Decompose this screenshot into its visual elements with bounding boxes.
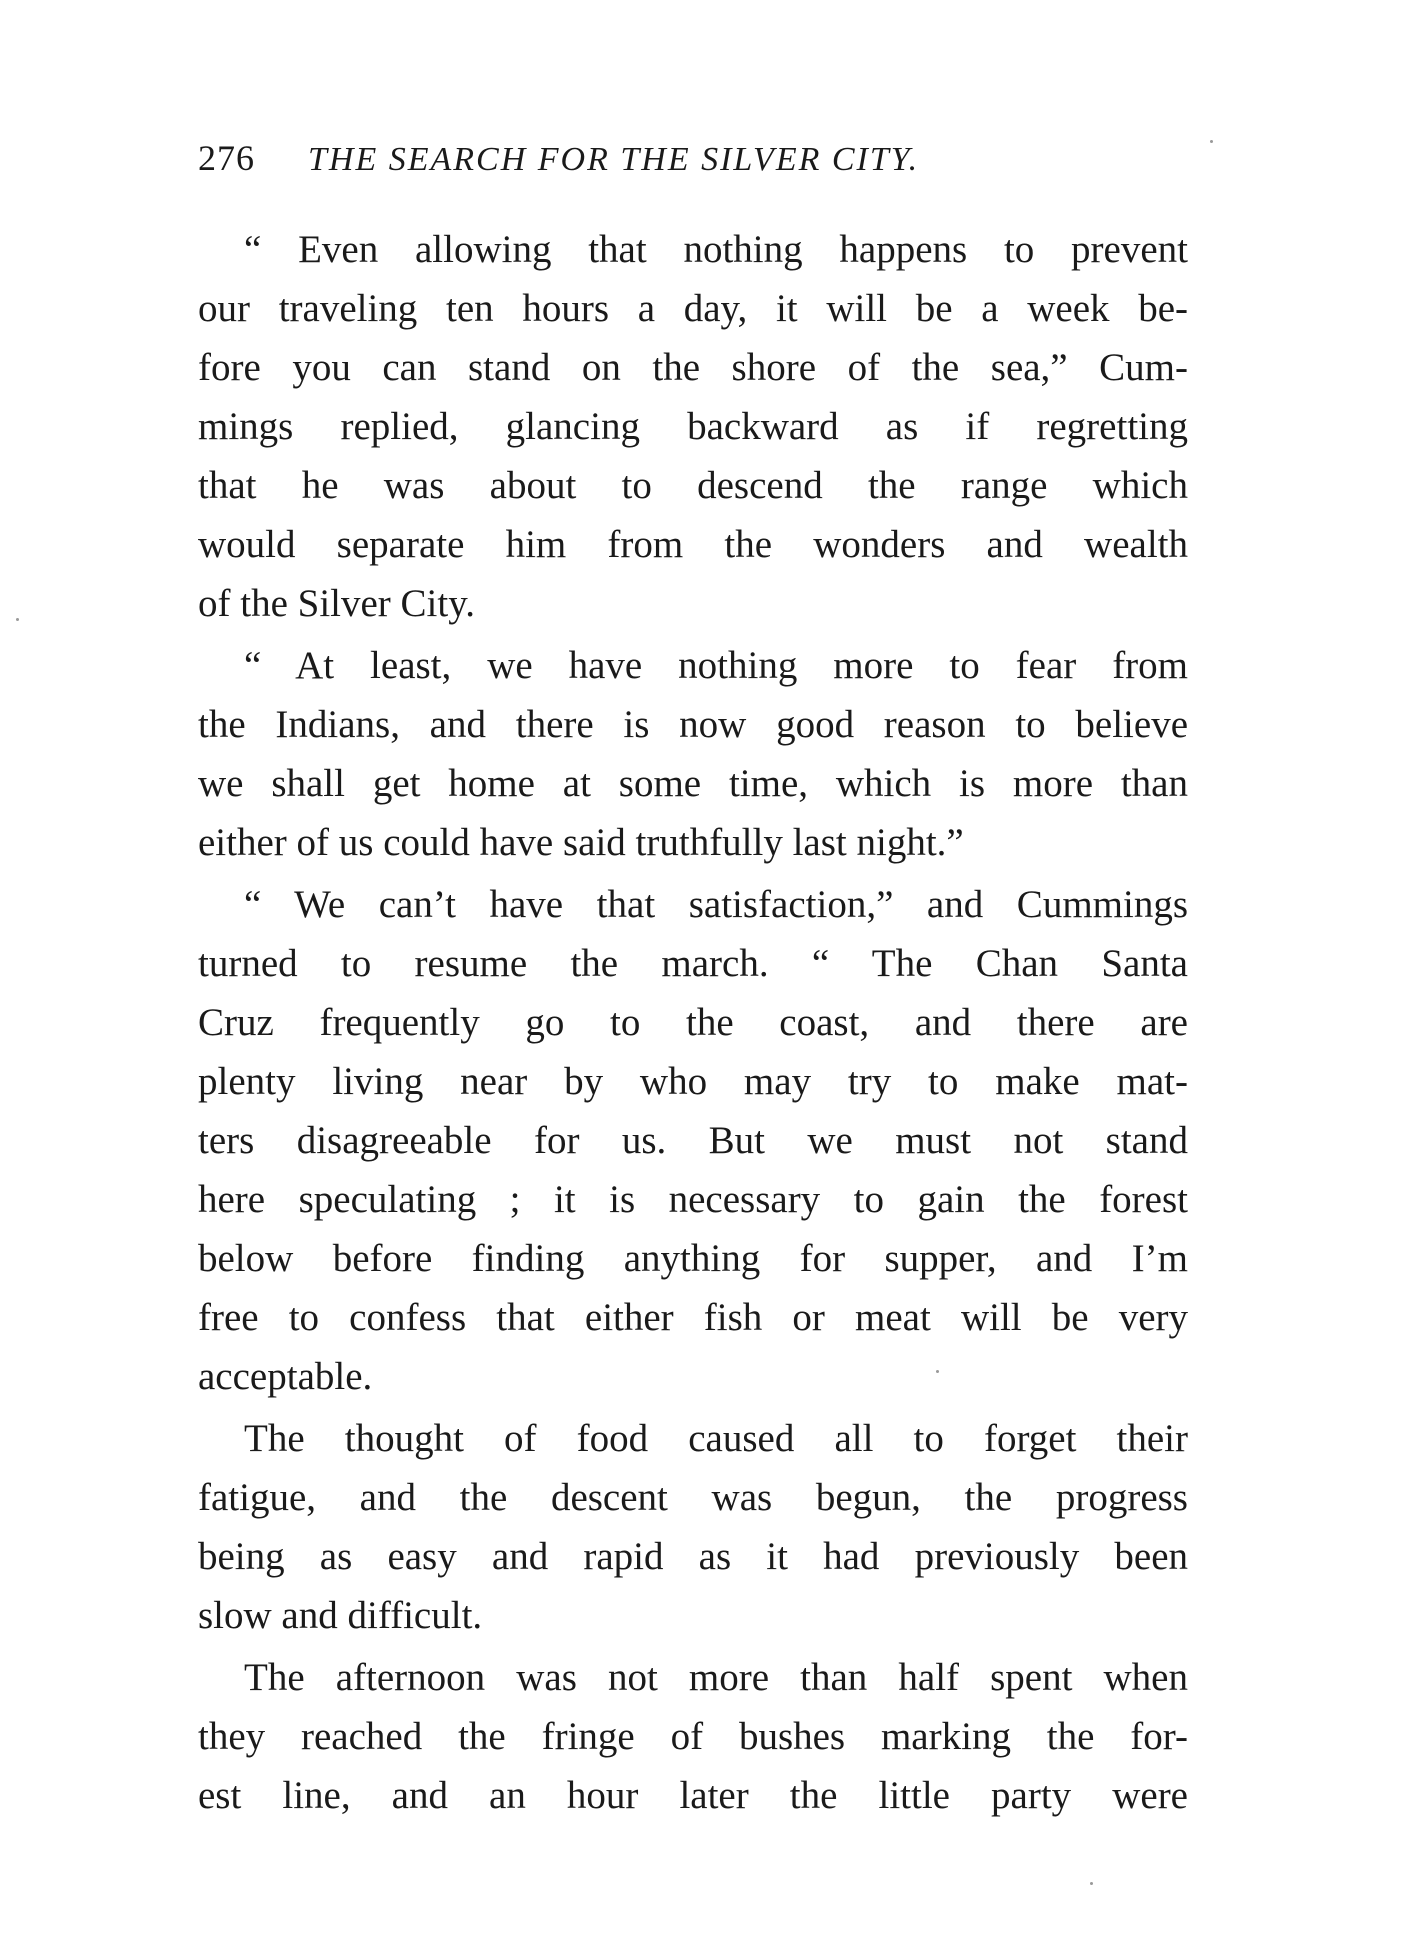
text-line: free to confess that either fish or meat will be very [198,1296,1188,1339]
paragraph-2 [198,636,1188,872]
paragraph-4 [198,1409,1188,1645]
paper-speck [1090,1882,1093,1885]
text-line: “ Even allowing that nothing happens to prevent [244,228,1188,271]
text-line: Cruz frequently go to the coast, and there are [198,1001,1188,1044]
running-title: THE SEARCH FOR THE SILVER CITY. [308,141,920,178]
text-line: plenty living near by who may try to make mat- [198,1060,1188,1103]
paragraph-1 [198,220,1188,633]
text-line: The afternoon was not more than half spent when [244,1656,1188,1699]
text-line: here speculating ; it is necessary to gain the forest [198,1178,1188,1221]
paper-speck [1210,140,1213,143]
paper-speck [936,1370,939,1373]
text-line: turned to resume the march. “ The Chan Santa [198,942,1188,985]
text-line: either of us could have said truthfully last night.” [198,821,964,864]
text-line: mings replied, glancing backward as if regretting [198,405,1188,448]
paper-speck [16,618,19,621]
text-line: that he was about to descend the range which [198,464,1188,507]
text-line: fatigue, and the descent was begun, the progress [198,1476,1188,1519]
running-head [198,128,1188,188]
text-line: our traveling ten hours a day, it will be a week be- [198,287,1188,330]
paragraph-3 [198,875,1188,1406]
text-line: acceptable. [198,1355,373,1398]
text-line: fore you can stand on the shore of the sea,” Cum- [198,346,1188,389]
text-line: The thought of food caused all to forget their [244,1417,1188,1460]
text-line: the Indians, and there is now good reason to believe [198,703,1188,746]
text-line: slow and difficult. [198,1594,483,1637]
text-line: est line, and an hour later the little party were [198,1774,1188,1817]
page-number: 276 [198,138,255,178]
text-line: we shall get home at some time, which is more than [198,762,1188,805]
text-line: below before finding anything for supper, and I’m [198,1237,1188,1280]
text-line: being as easy and rapid as it had previously been [198,1535,1188,1578]
text-line: would separate him from the wonders and wealth [198,523,1188,566]
paragraph-5 [198,1648,1188,1825]
text-line: ters disagreeable for us. But we must not stand [198,1119,1188,1162]
text-line: of the Silver City. [198,582,475,625]
text-line: “ We can’t have that satisfaction,” and Cummings [244,883,1188,926]
text-line: “ At least, we have nothing more to fear from [244,644,1188,687]
text-line: they reached the fringe of bushes marking the for- [198,1715,1188,1758]
body-text [198,220,1188,1828]
